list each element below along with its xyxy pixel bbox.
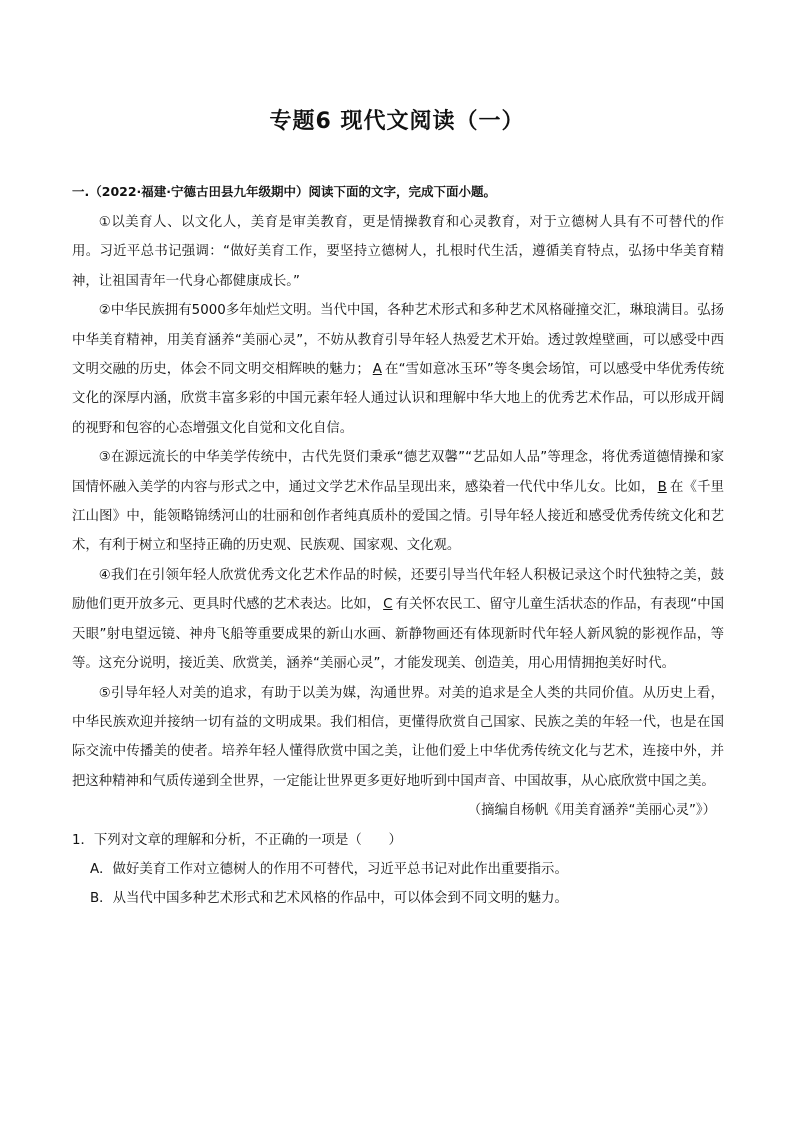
paragraph-2-text-b: 在“雪如意冰玉环”等冬奥会场馆，可以感受中华优秀传统文化的深厚内涵，欣赏丰富多彩的中国元素年轻人通过认识和理解中华大地上的优秀艺术作品，可以形成开阔的视野和包容的心态增强文化自觉和文化自信。 [72, 362, 725, 436]
blank-a: A [372, 362, 382, 378]
paragraph-3-text-b: 在《千里江山图》中，能领略锦绣河山的壮丽和创作者纯真质朴的爱国之情。引导年轻人接近和感受优秀传统文化和艺术，有利于树立和坚持正确的历史观、民族观、国家观、文化观。 [72, 479, 725, 554]
paragraph-4-text-a: ④我们在引领年轻人欣赏优秀文化艺术作品的时候，还要引导当代年轻人积极记录这个时代独特之美，鼓励他们更开放多元、更具时代感的艺术表达。比如， [72, 567, 724, 613]
paragraph-4 [72, 561, 724, 679]
question-1-stem: 1．下列对文章的理解和分析，不正确的一项是（ ） [72, 832, 402, 848]
source-citation: （摘编自杨帆《用美育涵养“美丽心灵”》） [467, 803, 716, 819]
paragraph-3 [72, 443, 724, 561]
question-1-option-a: A．做好美育工作对立德树人的作用不可替代，习近平总书记对此作出重要指示。 [90, 861, 568, 877]
blank-c: C [383, 597, 393, 613]
section-heading: 一.（2022·福建·宁德古田县九年级期中）阅读下面的文字，完成下面小题。 [72, 184, 497, 199]
paragraph-2-text-a: ②中华民族拥有5000多年灿烂文明。当代中国，各种艺术形式和多种艺术风格碰撞交汇，琳琅满目。弘扬中华美育精神，用美育涵养“美丽心灵”，不妨从教育引导年轻人热爱艺术开始。透过敦煌壁画，可以感受中西文明交融的历史，体会不同文明交相辉映的魅力； [72, 303, 724, 378]
paragraph-3-text-a: ③在源远流长的中华美学传统中，古代先贤们秉承“德艺双馨”“艺品如人品”等理念，将优秀道德情操和家国情怀融入美学的内容与形式之中，通过文学艺术作品呈现出来，感染着一代代中华儿女。比如， [72, 450, 724, 495]
paragraph-4-text-b: 有关怀农民工、留守儿童生活状态的作品，有表现“中国天眼”射电望远镜、神舟飞船等重要成果的新山水画、新静物画还有体现新时代年轻人新风貌的影视作品，等等。这充分说明，接近美、欣赏美，涵养“美丽心灵”，才能发现美、创造美，用心用情拥抱美好时代。 [72, 597, 725, 672]
blank-b: B [657, 479, 667, 495]
paragraph-5: ⑤引导年轻人对美的追求，有助于以美为媒，沟通世界。对美的追求是全人类的共同价值。从历史上看，中华民族欢迎并接纳一切有益的文明成果。我们相信，更懂得欣赏自己国家、民族之美的年轻一代，也是在国际交流中传播美的使者。培养年轻人懂得欣赏中国之美，让他们爱上中华优秀传统文化与艺术，连接中外，并把这种精神和气质传递到全世界，一定能让世界更多更好地听到中国声音、中国故事，从心底欣赏中国之美。 [72, 685, 724, 789]
reading-section [72, 178, 724, 914]
page-title: 专题6 现代文阅读（一） [269, 109, 525, 134]
paragraph-2 [72, 296, 724, 443]
paragraph-1: ①以美育人、以文化人，美育是审美教育，更是情操教育和心灵教育，对于立德树人具有不可替代的作用。习近平总书记强调：“做好美育工作，要坚持立德树人，扎根时代生活，遵循美育特点，弘扬中华美育精神，让祖国青年一代身心都健康成长。” [72, 215, 724, 289]
question-1-option-b: B．从当代中国多种艺术形式和艺术风格的作品中，可以体会到不同文明的魅力。 [90, 891, 568, 907]
